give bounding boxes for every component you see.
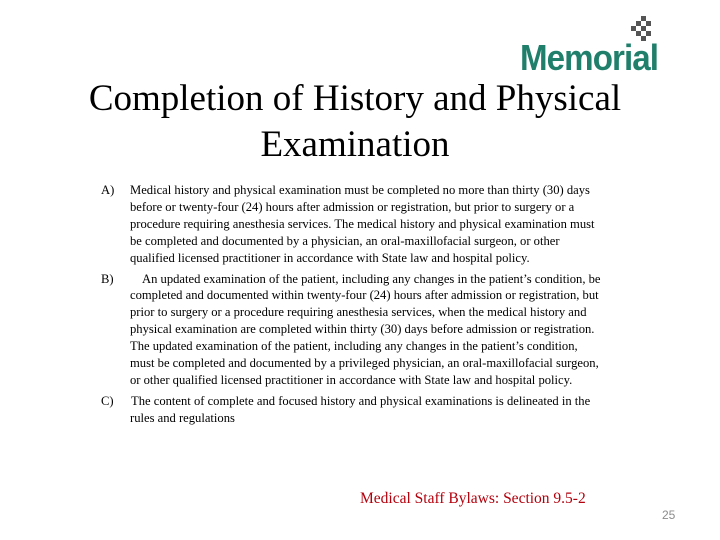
list-item-text: An updated examination of the patient, including any changes in the patient’s condition, be completed and documented within twenty-four (24) hours after admission or registration, but prior to surgery or a procedure requiring anesthesia services, when the medical history and physical examination are completed within thirty (30) days before admission or registration. The updated examination of the patient, including any changes in the patient’s condition, must be completed and documented by a privileged physician, an oral-maxillofacial surgeon, or other qualified licensed practitioner in accordance with State law and hospital policy. (130, 271, 601, 387)
list-marker: A) (101, 183, 115, 197)
memorial-logo (520, 14, 692, 76)
title-line-2: Examination (260, 124, 450, 165)
list-item-c (101, 393, 601, 427)
list-item-text: The content of complete and focused history and physical examinations is delineated in the rules and regulations (130, 393, 591, 425)
requirements-list (101, 182, 601, 431)
list-item-text: Medical history and physical examination must be completed no more than thirty (30) days before or twenty-four (24) hours after admission or registration, but prior to surgery or a procedure requiring anesthesia services. The medical history and physical examination must be completed and documented by a physician, an oral-maxillofacial surgeon, or other qualified licensed practitioner in accordance with State law and hospital policy. (130, 183, 595, 265)
logo-wordmark: Memorial (520, 37, 659, 78)
title-line-1: Completion of History and Physical (88, 78, 622, 119)
page-number: 25 (662, 508, 676, 522)
list-item-a (101, 182, 601, 267)
list-item-b (101, 271, 601, 389)
slide-title (40, 76, 670, 168)
bylaws-reference: Medical Staff Bylaws: Section 9.5-2 (360, 490, 586, 507)
list-marker: B) (101, 271, 114, 286)
list-marker: C) (101, 393, 114, 408)
